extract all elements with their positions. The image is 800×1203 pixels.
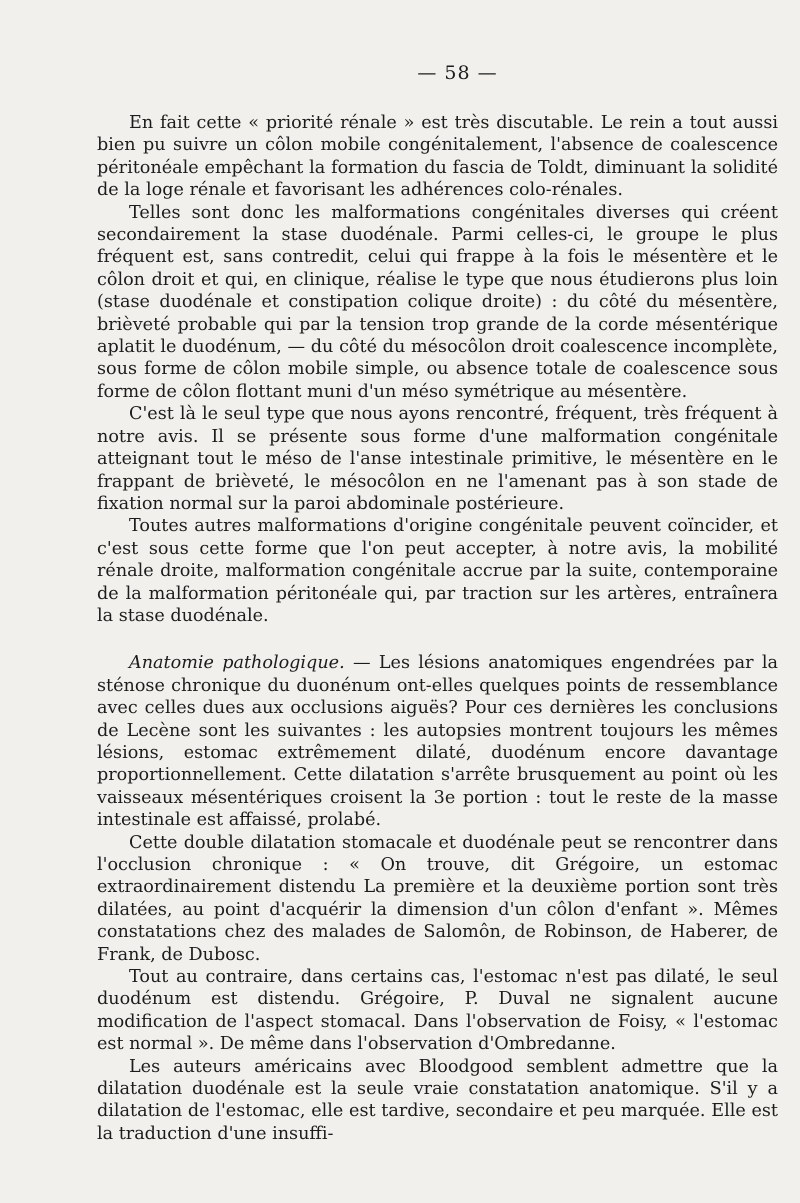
paragraph-pathological-anatomy-text: — Les lésions anatomiques engendrées par la sténose chronique du duonénum ont-elles quelques points de ressemblance avec celles dues aux occlusions aiguës? Pour ces dernières les conclusions de Lecène sont les suivantes : les autopsies montrent toujours les mêmes lésions, estomac extrêmement dilaté, duodénum encore davantage proportionnellement. Cette dilatation s'arrête brusquement au point où les vaisseaux mésentériques croisent la 3e portion : tout le reste de la masse intestinale est affaissé, prolabé. bbox=[97, 653, 778, 831]
paragraph-pathological-anatomy bbox=[97, 652, 778, 831]
section-heading-anatomie-pathologique: Anatomie pathologique. bbox=[129, 653, 345, 674]
paragraph-american-authors: Les auteurs américains avec Bloodgood semblent admettre que la dilatation duodénale est la seule vraie constatation anatomique. S'il y a dilatation de l'estomac, elle est tardive, secondaire et peu marquée. Elle est la traduction d'une insuffi- bbox=[97, 1056, 778, 1144]
paragraph-duodenum-only: Tout au contraire, dans certains cas, l'estomac n'est pas dilaté, le seul duodénum est distendu. Grégoire, P. Duval ne signalent aucune modification de l'aspect stomacal. Dans l'observation de Foisy, « l'estomac est normal ». De même dans l'observation d'Ombredanne. bbox=[97, 967, 778, 1055]
paragraph-single-type: C'est là le seul type que nous ayons rencontré, fréquent, très fréquent à notre avis. Il se présente sous forme d'une malformation congénitale atteignant tout le méso de l'anse intestinale primitive, le mésentère en le frappant de brièveté, le mésocôlon en ne l'amenant pas à son stade de fixation normal sur la paroi abdominale postérieure. bbox=[97, 404, 778, 514]
paragraph-renal-priority: En fait cette « priorité rénale » est très discutable. Le rein a tout aussi bien pu suivre un côlon mobile congénitalement, l'absence de coalescence péritonéale empêchant la formation du fascia de Toldt, diminuant la solidité de la loge rénale et favorisant les adhérences colo-rénales. bbox=[97, 113, 778, 201]
body-text bbox=[97, 112, 778, 1145]
paragraph-double-dilatation: Cette double dilatation stomacale et duodénale peut se rencontrer dans l'occlusion chronique : « On trouve, dit Grégoire, un estomac extraordinairement distendu La première et la deuxième portion sont très dilatées, au point d'acquérir la dimension d'un côlon d'enfant ». Mêmes constatations chez des malades de Salomôn, de Robinson, de Haberer, de Frank, de Dubosc. bbox=[97, 832, 778, 965]
paragraph-other-malformations: Toutes autres malformations d'origine congénitale peuvent coïncider, et c'est sous cette forme que l'on peut accepter, à notre avis, la mobilité rénale droite, malformation congénitale accrue par la suite, contemporaine de la malformation péritonéale qui, par traction sur les artères, entraînera la stase duodénale. bbox=[97, 516, 778, 626]
paragraph-congenital-malformations: Telles sont donc les malformations congénitales diverses qui créent secondairement la stase duodénale. Parmi celles-ci, le groupe le plus fréquent est, sans contredit, celui qui frappe à la fois le mésentère et le côlon droit et qui, en clinique, réalise le type que nous étudierons plus loin (stase duodénale et constipation colique droite) : du côté du mésentère, brièveté probable qui par la tension trop grande de la corde mésentérique aplatit le duodénum, — du côté du mésocôlon droit coalescence incomplète, sous forme de côlon mobile simple, ou absence totale de coalescence sous forme de côlon flottant muni d'un méso symétrique au mésentère. bbox=[97, 202, 778, 402]
page-number: — 58 — bbox=[417, 62, 498, 84]
